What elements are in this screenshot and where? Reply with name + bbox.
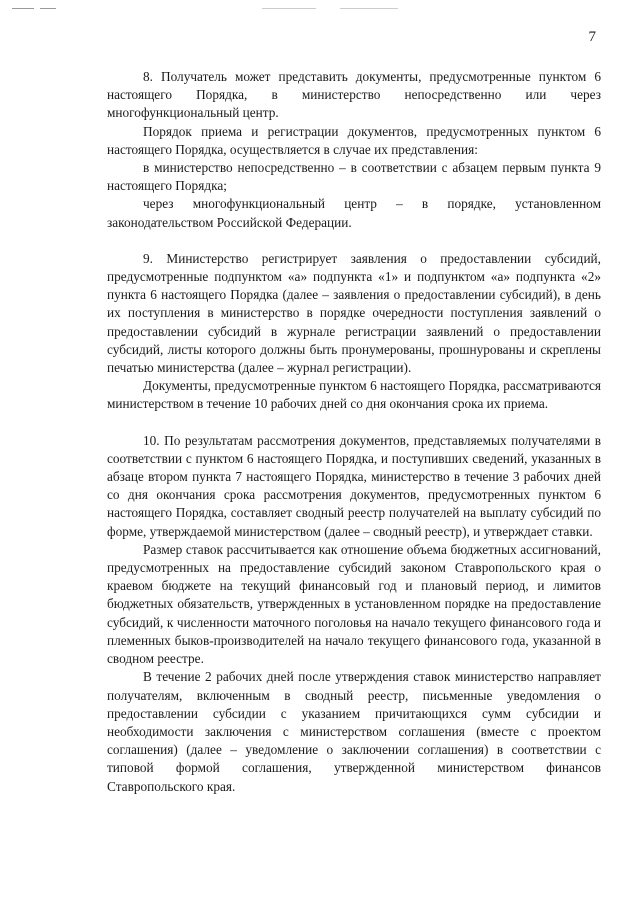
paragraph-8: 8. Получатель может представить документы, предусмотренные пунктом 6 настоящего Порядка, в министерство непосредственно или через многофункциональный центр. (107, 69, 601, 121)
paragraph: В течение 2 рабочих дней после утверждения ставок министерство направляет получателям, включенным в сводный реестр, письменные уведомления о предоставлении субсидии с указанием причитающихся сумм субсидии и необходимости заключения с министерством соглашения (вместе с проектом соглашения) (далее – уведомление о заключении соглашения) в соответствии с типовой формой соглашения, утвержденной министерством финансов Ставропольского края. (107, 669, 601, 794)
paragraph: Размер ставок рассчитывается как отношение объема бюджетных ассигнований, предусмотренных на предоставление субсидий законом Ставропольского края о краевом бюджете на текущий финансовый год и плановый период, и лимитов бюджетных обязательств, утвержденных в установленном порядке на предоставление субсидий, к численности маточного поголовья на начало текущего финансового года и племенных быков-производителей на начало текущего финансового года, указанной в сводном реестре. (107, 541, 601, 667)
paragraph: в министерство непосредственно – в соответствии с абзацем первым пункта 9 настоящего Порядка; (107, 160, 601, 194)
paragraph: Порядок приема и регистрации документов, предусмотренных пунктом 6 настоящего Порядка, осуществляется в случае их представления: (107, 123, 601, 157)
scan-artifact (340, 8, 398, 9)
scan-artifact (262, 8, 316, 9)
document-body (107, 68, 601, 796)
scan-artifact (12, 8, 34, 9)
page-number: 7 (588, 29, 596, 45)
paragraph-10: 10. По результатам рассмотрения документов, представляемых получателями в соответствии с пунктом 6 настоящего Порядка, и поступивших сведений, указанных в абзаце втором пункта 7 настоящего Порядка, министерство в течение 3 рабочих дней со дня окончания срока рассмотрения документов, предусмотренных пунктом 6 настоящего Порядка, составляет сводный реестр получателей на выплату субсидий по форме, утверждаемой министерством (далее – сводный реестр), и утверждает ставки. (107, 432, 601, 539)
scan-artifact (40, 8, 56, 9)
paragraph-9: 9. Министерство регистрирует заявления о предоставлении субсидий, предусмотренные подпунктом «а» подпункта «1» и подпунктом «а» подпункта «2» пункта 6 настоящего Порядка (далее – заявления о предоставлении субсидий), в день их поступления в министерство в порядке очередности поступления заявлений о предоставлении субсидий в журнале регистрации заявлений о предоставлении субсидий, листы которого должны быть пронумерованы, прошнурованы и скреплены печатью министерства (далее – журнал регистрации). (107, 250, 601, 376)
paragraph: через многофункциональный центр – в порядке, установленном законодательством Российской Федерации. (107, 196, 601, 230)
paragraph: Документы, предусмотренные пунктом 6 настоящего Порядка, рассматриваются министерством в течение 10 рабочих дней со дня окончания срока их приема. (107, 378, 601, 412)
